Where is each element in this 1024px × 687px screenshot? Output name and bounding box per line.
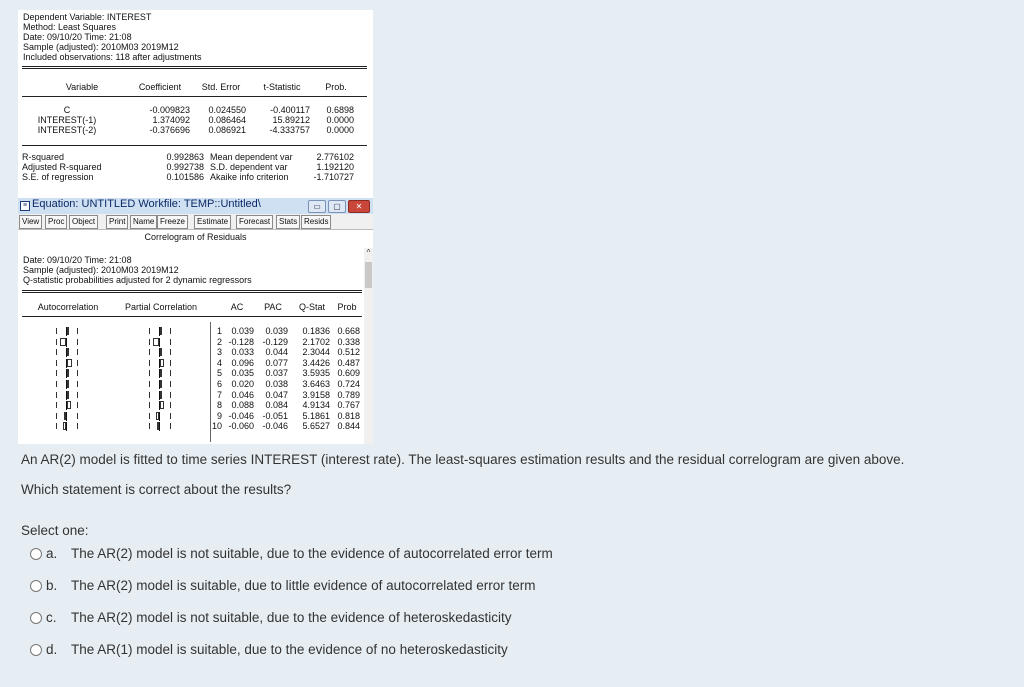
corr-lag: 5 [216, 368, 222, 379]
proc-button[interactable]: Proc [45, 215, 67, 229]
variable-name: INTEREST(-1) [37, 115, 97, 125]
zero-axis [159, 412, 160, 421]
bound-tick [77, 360, 78, 366]
ac-bar [67, 327, 69, 335]
pac-bar [160, 401, 164, 409]
ac-bar-cell [56, 411, 78, 421]
bound-tick [170, 413, 171, 419]
corr-p: 0.609 [337, 368, 360, 379]
info-line: Q-statistic probabilities adjusted for 2 dynamic regressors [23, 275, 252, 285]
corr-ac: 0.033 [231, 347, 254, 358]
corr-pac: -0.046 [262, 421, 288, 432]
option-text: The AR(1) model is suitable, due to the evidence of no heteroskedasticity [71, 642, 508, 657]
divider [22, 145, 367, 146]
divider [22, 66, 367, 67]
option-letter: d. [46, 642, 58, 657]
header-line: Sample (adjusted): 2010M03 2019M12 [23, 42, 179, 52]
coef-cell: 1.374092 [152, 115, 190, 125]
corr-ac: -0.046 [228, 410, 254, 421]
coef-cell: 0.086464 [208, 115, 246, 125]
pac-bar-cell [149, 379, 171, 389]
window-menu-icon[interactable]: ≡ [20, 201, 30, 211]
bound-tick [56, 370, 57, 376]
corr-pac: 0.044 [265, 347, 288, 358]
corr-ac: 0.039 [231, 326, 254, 336]
bound-tick [149, 381, 150, 387]
bound-tick [56, 339, 57, 345]
coef-cell: -0.400117 [270, 105, 310, 115]
bound-tick [77, 339, 78, 345]
name-button[interactable]: Name [130, 215, 157, 229]
close-button[interactable]: ✕ [348, 200, 370, 213]
coef-cell: -4.333757 [269, 125, 310, 135]
corr-p: 0.789 [337, 389, 360, 400]
ac-bar [63, 422, 66, 430]
zero-axis [159, 422, 160, 431]
stat-label: Akaike info criterion [210, 172, 289, 182]
window-title: Equation: UNTITLED Workfile: TEMP::Untitled\ [32, 198, 261, 210]
corr-pac: 0.084 [265, 400, 288, 411]
stat-value: 0.992863 [166, 152, 204, 162]
info-line: Sample (adjusted): 2010M03 2019M12 [23, 265, 179, 275]
pac-bar [156, 412, 159, 420]
corr-q: 3.4426 [302, 357, 330, 368]
bound-tick [170, 381, 171, 387]
bound-tick [170, 392, 171, 398]
estimate-button[interactable]: Estimate [194, 215, 231, 229]
pac-bar-cell [149, 358, 171, 368]
bound-tick [77, 423, 78, 429]
pac-bar [160, 359, 164, 367]
ac-bar-cell [56, 326, 78, 336]
select-one-label: Select one: [21, 523, 89, 538]
option-text: The AR(2) model is suitable, due to little evidence of autocorrelated error term [71, 578, 536, 593]
bound-tick [149, 413, 150, 419]
bound-tick [56, 392, 57, 398]
coef-cell: 0.0000 [326, 125, 354, 135]
col-autocorrelation: Autocorrelation [37, 302, 99, 312]
corr-ac: 0.046 [231, 389, 254, 400]
pac-bar-cell [149, 421, 171, 431]
divider [22, 290, 362, 291]
ac-bar [67, 401, 71, 409]
corr-lag: 9 [216, 410, 222, 421]
bound-tick [149, 360, 150, 366]
bound-tick [149, 423, 150, 429]
pac-bar-cell [149, 326, 171, 336]
divider [22, 96, 367, 97]
radio-button[interactable] [30, 612, 42, 624]
divider [22, 68, 367, 69]
col-q-stat: Q-Stat [298, 302, 325, 312]
coef-cell: 15.89212 [272, 115, 310, 125]
corr-q: 4.9134 [302, 400, 330, 411]
corr-p: 0.338 [337, 336, 360, 347]
eviews-output-panel [18, 10, 373, 444]
ac-bar [67, 369, 69, 377]
bound-tick [170, 423, 171, 429]
corr-pac: 0.037 [265, 368, 288, 379]
stat-value: -1.710727 [313, 172, 354, 182]
corr-ac: -0.060 [228, 421, 254, 432]
header-line: Included observations: 118 after adjustments [23, 52, 202, 62]
ac-bar-cell [56, 358, 78, 368]
stat-label: S.E. of regression [22, 172, 94, 182]
corr-q: 3.9158 [302, 389, 330, 400]
corr-ac: 0.035 [231, 368, 254, 379]
col-std-error: Std. Error [201, 82, 241, 92]
coef-cell: 0.024550 [208, 105, 246, 115]
option-letter: b. [46, 578, 58, 593]
minimize-button[interactable]: ▭ [308, 200, 326, 213]
resids-button[interactable]: Resids [301, 215, 331, 229]
corr-p: 0.724 [337, 379, 360, 389]
col-ac: AC [230, 302, 244, 312]
corr-pac: 0.077 [265, 357, 288, 368]
ac-bar [67, 359, 72, 367]
variable-name: C [63, 105, 71, 115]
divider [22, 316, 362, 317]
corr-lag: 3 [216, 347, 222, 358]
bound-tick [77, 381, 78, 387]
ac-bar [64, 412, 66, 420]
corr-pac: 0.039 [265, 326, 288, 336]
ac-bar-cell [56, 347, 78, 357]
variable-name: INTEREST(-2) [37, 125, 97, 135]
bound-tick [170, 360, 171, 366]
corr-lag: 7 [216, 389, 222, 400]
corr-pac: 0.047 [265, 389, 288, 400]
col-variable: Variable [65, 82, 99, 92]
col-t-statistic: t-Statistic [263, 82, 301, 92]
bound-tick [56, 349, 57, 355]
radio-button[interactable] [30, 548, 42, 560]
corr-p: 0.668 [337, 326, 360, 336]
ac-bar [67, 348, 69, 356]
stat-label: Adjusted R-squared [22, 162, 102, 172]
stat-value: 2.776102 [316, 152, 354, 162]
corr-q: 5.1861 [302, 410, 330, 421]
bound-tick [56, 328, 57, 334]
coef-cell: 0.6898 [326, 105, 354, 115]
print-button[interactable]: Print [106, 215, 128, 229]
zero-axis [66, 412, 67, 421]
coef-cell: -0.009823 [149, 105, 190, 115]
bound-tick [149, 349, 150, 355]
bound-tick [170, 349, 171, 355]
bound-tick [56, 381, 57, 387]
pac-bar-cell [149, 347, 171, 357]
corr-q: 2.3044 [302, 347, 330, 358]
pac-bar-cell [149, 337, 171, 347]
object-button[interactable]: Object [69, 215, 98, 229]
stat-value: 1.192120 [316, 162, 354, 172]
bound-tick [56, 413, 57, 419]
question-ask: Which statement is correct about the results? [21, 482, 292, 497]
corr-pac: -0.051 [262, 410, 288, 421]
scroll-up-icon[interactable]: ^ [366, 248, 371, 257]
regression-header [23, 12, 201, 62]
bound-tick [77, 413, 78, 419]
ac-bar-cell [56, 379, 78, 389]
info-line: Date: 09/10/20 Time: 21:08 [23, 255, 132, 265]
radio-button[interactable] [30, 644, 42, 656]
pac-bar-cell [149, 390, 171, 400]
bound-tick [149, 370, 150, 376]
stat-value: 0.992738 [166, 162, 204, 172]
bound-tick [149, 392, 150, 398]
zero-axis [66, 422, 67, 431]
bound-tick [149, 339, 150, 345]
pac-bar-cell [149, 368, 171, 378]
corr-p: 0.767 [337, 400, 360, 411]
col-prob: Prob. [325, 82, 347, 92]
bound-tick [77, 370, 78, 376]
corr-ac: -0.128 [228, 336, 254, 347]
scroll-thumb[interactable] [365, 262, 372, 288]
option-a[interactable] [30, 546, 630, 564]
corr-q: 3.6463 [302, 379, 330, 389]
pac-bar [160, 391, 162, 399]
bound-tick [77, 402, 78, 408]
bound-tick [149, 402, 150, 408]
pac-bar [160, 348, 162, 356]
maximize-button[interactable]: ▢ [328, 200, 346, 213]
divider [22, 292, 362, 293]
ac-bar [67, 391, 69, 399]
stat-value: 0.101586 [166, 172, 204, 182]
column-separator [210, 322, 211, 442]
stat-label: Mean dependent var [210, 152, 293, 162]
corr-pac: -0.129 [262, 336, 288, 347]
bound-tick [77, 349, 78, 355]
option-text: The AR(2) model is not suitable, due to the evidence of autocorrelated error term [71, 546, 553, 561]
equation-window-titlebar[interactable] [18, 198, 373, 214]
corr-ac: 0.088 [231, 400, 254, 411]
corr-p: 0.487 [337, 357, 360, 368]
vertical-scrollbar[interactable] [364, 248, 373, 444]
corr-lag: 6 [216, 379, 222, 389]
corr-q: 0.1836 [302, 326, 330, 336]
pac-bar [160, 327, 162, 335]
corr-q: 2.1702 [302, 336, 330, 347]
coef-cell: -0.376696 [149, 125, 190, 135]
corr-lag: 1 [216, 326, 222, 336]
corr-ac: 0.020 [231, 379, 254, 389]
header-line: Method: Least Squares [23, 22, 117, 32]
coef-cell: 0.0000 [326, 115, 354, 125]
ac-bar [60, 338, 66, 346]
ac-bar-cell [56, 421, 78, 431]
pac-bar [153, 338, 159, 346]
option-d[interactable] [30, 642, 630, 660]
bound-tick [77, 392, 78, 398]
view-button[interactable]: View [19, 215, 42, 229]
pac-bar [160, 380, 162, 388]
stats-button[interactable]: Stats [276, 215, 300, 229]
bound-tick [170, 402, 171, 408]
bound-tick [170, 339, 171, 345]
bound-tick [56, 423, 57, 429]
header-line: Dependent Variable: INTEREST [23, 12, 152, 22]
ac-bar-cell [56, 390, 78, 400]
option-b[interactable] [30, 578, 630, 596]
corr-ac: 0.096 [231, 357, 254, 368]
stat-label: S.D. dependent var [210, 162, 288, 172]
option-letter: a. [46, 546, 58, 561]
col-coefficient: Coefficient [138, 82, 182, 92]
bound-tick [170, 370, 171, 376]
option-c[interactable] [30, 610, 630, 628]
correlogram-title: Correlogram of Residuals [144, 232, 247, 242]
corr-p: 0.844 [337, 421, 360, 432]
bound-tick [170, 328, 171, 334]
corr-lag: 8 [216, 400, 222, 411]
bound-tick [149, 328, 150, 334]
corr-q: 3.5935 [302, 368, 330, 379]
ac-bar [67, 380, 69, 388]
col-pac: PAC [264, 302, 282, 312]
zero-axis [66, 338, 67, 347]
bound-tick [56, 360, 57, 366]
corr-pac: 0.038 [265, 379, 288, 389]
corr-lag: 4 [216, 357, 222, 368]
corr-p: 0.512 [337, 347, 360, 358]
ac-bar-cell [56, 400, 78, 410]
correlogram-info [23, 255, 252, 285]
forecast-button[interactable]: Forecast [236, 215, 273, 229]
pac-bar-cell [149, 400, 171, 410]
pac-bar [157, 422, 159, 430]
equation-toolbar [18, 214, 373, 230]
bound-tick [77, 328, 78, 334]
option-letter: c. [46, 610, 57, 625]
radio-button[interactable] [30, 580, 42, 592]
bound-tick [56, 402, 57, 408]
freeze-button[interactable]: Freeze [157, 215, 188, 229]
pac-bar-cell [149, 411, 171, 421]
pac-bar [160, 369, 162, 377]
header-line: Date: 09/10/20 Time: 21:08 [23, 32, 132, 42]
corr-p: 0.818 [337, 410, 360, 421]
corr-lag: 10 [211, 421, 222, 432]
corr-q: 5.6527 [302, 421, 330, 432]
zero-axis [159, 338, 160, 347]
stat-label: R-squared [22, 152, 65, 162]
ac-bar-cell [56, 368, 78, 378]
col-partial-correlation: Partial Correlation [124, 302, 198, 312]
ac-bar-cell [56, 337, 78, 347]
col-prob: Prob [337, 302, 357, 312]
question-prompt: An AR(2) model is fitted to time series INTEREST (interest rate). The least-squares estimation results and the residual correlogram are given above. [21, 452, 905, 467]
corr-lag: 2 [216, 336, 222, 347]
option-text: The AR(2) model is not suitable, due to the evidence of heteroskedasticity [71, 610, 512, 625]
coef-cell: 0.086921 [208, 125, 246, 135]
